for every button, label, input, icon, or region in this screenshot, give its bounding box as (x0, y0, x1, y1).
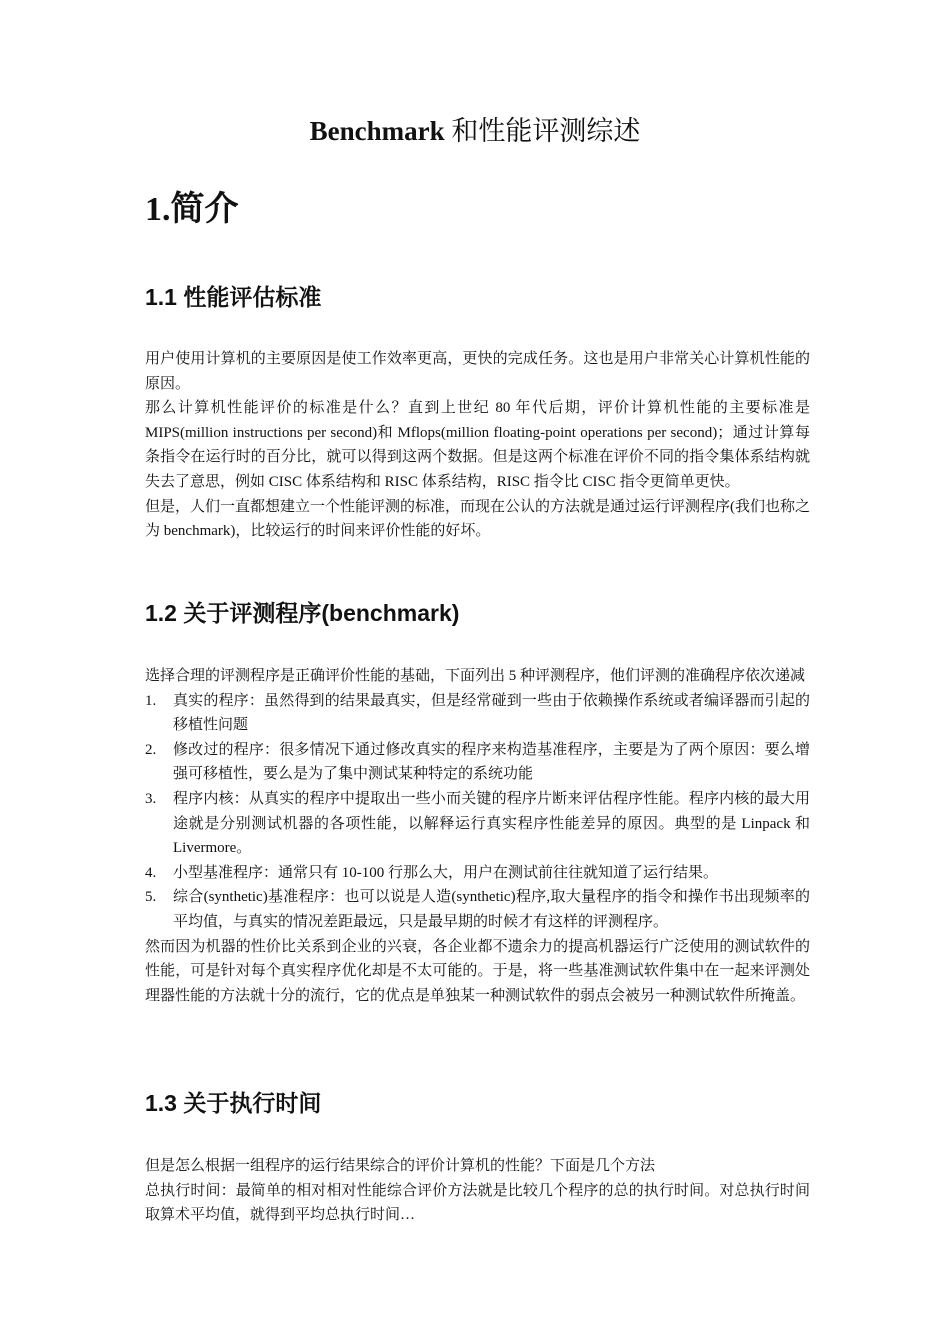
list-number: 5. (145, 889, 157, 906)
paragraph: 那么计算机性能评价的标准是什么？直到上世纪 80 年代后期，评价计算机性能的主要标准是 MIPS(million instructions per second)和 Mflops(million floating-point operations per second)；通过计算每条指令在运行时的百分比，就可以得到这两个数据。但是这两个标准在评价不同的指令集体系结构就失去了意思，例如 CISC 体系结构和 RISC 体系结构，RISC 指令比 CISC 指令更简单更快。 (145, 400, 810, 490)
paragraph: 但是怎么根据一组程序的运行结果综合的评价计算机的性能？下面是几个方法 (145, 1158, 656, 1174)
list-item (145, 738, 810, 787)
paragraph: 总执行时间：最简单的相对相对性能综合评价方法就是比较几个程序的总的执行时间。对总执行时间取算术平均值，就得到平均总执行时间… (145, 1182, 810, 1224)
list-text: 程序内核：从真实的程序中提取出一些小而关键的程序片断来评估程序性能。程序内核的最大用途就是分别测试机器的各项性能，以解释运行真实程序性能差异的原因。典型的是 Linpack 和 Livermore。 (173, 790, 810, 857)
section-heading-1-3: 1.3 关于执行时间 (145, 1090, 322, 1116)
chapter-heading: 1.简介 (145, 191, 239, 228)
list-number: 4. (145, 864, 157, 881)
section-body-1-3 (145, 1154, 810, 1228)
section-body-1-2 (145, 664, 810, 1008)
list-text: 真实的程序：虽然得到的结果最真实，但是经常碰到一些由于依赖操作系统或者编译器而引起的移植性问题 (173, 692, 810, 734)
list-number: 1. (145, 692, 157, 709)
list-text: 小型基准程序：通常只有 10-100 行那么大，用户在测试前往往就知道了运行结果。 (173, 864, 718, 881)
list-item (145, 689, 810, 738)
list-item (145, 885, 810, 934)
paragraph: 但是，人们一直都想建立一个性能评测的标准，而现在公认的方法就是通过运行评测程序(我们也称之为 benchmark)，比较运行的时间来评价性能的好坏。 (145, 498, 810, 540)
section-heading-1-2: 1.2 关于评测程序(benchmark) (145, 600, 460, 626)
list-item (145, 861, 810, 886)
section-body-1-1 (145, 347, 810, 544)
list-number: 3. (145, 790, 157, 807)
paragraph: 选择合理的评测程序是正确评价性能的基础，下面列出 5 种评测程序，他们评测的准确程序依次递减 (145, 668, 806, 684)
list-item (145, 787, 810, 861)
document-title-cjk: 和性能评测综述 (444, 116, 641, 146)
paragraph: 用户使用计算机的主要原因是使工作效率更高，更快的完成任务。这也是用户非常关心计算机性能的原因。 (145, 351, 810, 392)
list-text: 综合(synthetic)基准程序：也可以说是人造(synthetic)程序,取大量程序的指令和操作书出现频率的平均值，与真实的情况差距最远，只是最早期的时候才有这样的评测程序。 (173, 889, 810, 930)
document-title (0, 112, 950, 150)
section-heading-1-1: 1.1 性能评估标准 (145, 284, 322, 310)
paragraph: 然而因为机器的性价比关系到企业的兴衰，各企业都不遗余力的提高机器运行广泛使用的测试软件的性能，可是针对每个真实程序优化却是不太可能的。于是，将一些基准测试软件集中在一起来评测处理器性能的方法就十分的流行，它的优点是单独某一种测试软件的弱点会被另一种测试软件所掩盖。 (145, 938, 810, 1004)
list-text: 修改过的程序：很多情况下通过修改真实的程序来构造基准程序，主要是为了两个原因：要么增强可移植性，要么是为了集中测试某种特定的系统功能 (173, 741, 810, 783)
benchmark-type-list (145, 689, 810, 935)
list-number: 2. (145, 741, 157, 758)
document-title-latin: Benchmark (309, 116, 445, 146)
